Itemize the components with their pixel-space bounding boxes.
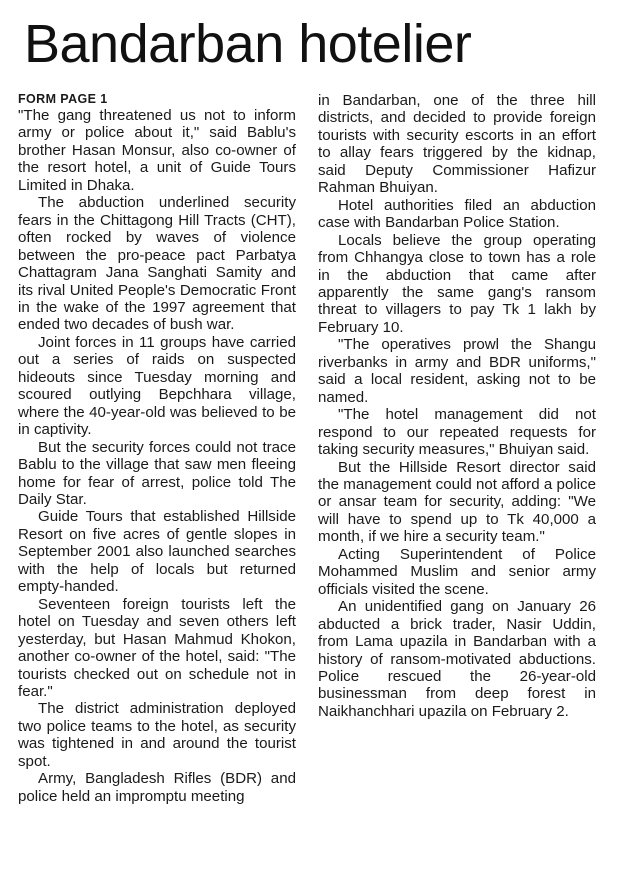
paragraph: "The operatives prowl the Shangu riverbanks in army and BDR uniforms," said a local resident, asking not to be named. xyxy=(318,336,596,406)
paragraph: The abduction underlined security fears in the Chittagong Hill Tracts (CHT), often rocked by waves of violence between the pro-peace pact Parbatya Chattagram Jana Sanghati Samity and its rival United People's Democratic Front in the wake of the 1997 agreement that ended two decades of bush war. xyxy=(18,194,296,334)
paragraph: But the Hillside Resort director said the management could not afford a police or ansar team for security, adding: "We will have to spend up to Tk 40,000 a month, if we hire a security team." xyxy=(318,458,596,546)
paragraph: in Bandarban, one of the three hill districts, and decided to provide foreign tourists with security escorts in an effort to allay fears triggered by the kidnap, said Deputy Commissioner Hafizur Rahman Bhuiyan. xyxy=(318,92,596,197)
page-reference: FORM PAGE 1 xyxy=(18,92,108,106)
paragraph: Hotel authorities filed an abduction case with Bandarban Police Station. xyxy=(318,196,596,232)
paragraph: "The hotel management did not respond to our repeated requests for taking security measures," Bhuiyan said. xyxy=(318,406,596,459)
paragraph: Guide Tours that established Hillside Resort on five acres of gentle slopes in September 2001 also launched searches with the help of locals but returned empty-handed. xyxy=(18,508,296,596)
paragraph: Acting Superintendent of Police Mohammed Muslim and senior army officials visited the scene. xyxy=(318,545,596,598)
paragraph: Army, Bangladesh Rifles (BDR) and police held an impromptu meeting xyxy=(18,770,296,805)
paragraph: Locals believe the group operating from Chhangya close to town has a role in the abduction that came after apparently the same gang's ransom threat to villagers to pay Tk 1 lakh by February 10. xyxy=(318,231,596,336)
paragraph: But the security forces could not trace Bablu to the village that saw men fleeing home for fear of arrest, police told The Daily Star. xyxy=(18,438,296,508)
paragraph: Seventeen foreign tourists left the hotel on Tuesday and seven others left yesterday, but Hasan Mahmud Khokon, another co-owner of the hotel, said: "The tourists checked out on schedule not in fear." xyxy=(18,595,296,700)
paragraph: "The gang threatened us not to inform army or police about it," said Bablu's brother Hasan Monsur, also co-owner of the resort hotel, a unit of Guide Tours Limited in Dhaka. xyxy=(18,107,296,194)
paragraph: The district administration deployed two police teams to the hotel, as security was tightened in and around the tourist spot. xyxy=(18,700,296,770)
headline: Bandarban hotelier xyxy=(24,14,472,74)
article-column-left xyxy=(18,92,296,805)
article-column-right xyxy=(318,92,596,720)
paragraph: An unidentified gang on January 26 abducted a brick trader, Nasir Uddin, from Lama upazila in Bandarban with a history of ransom-motivated abductions. Police rescued the 26-year-old businessman from deep forest in Naikhanchhari upazila on February 2. xyxy=(318,598,596,720)
paragraph: Joint forces in 11 groups have carried out a series of raids on suspected hideouts since Tuesday morning and scoured outlying Bepchhara village, where the 40-year-old was believed to be in captivity. xyxy=(18,333,296,439)
